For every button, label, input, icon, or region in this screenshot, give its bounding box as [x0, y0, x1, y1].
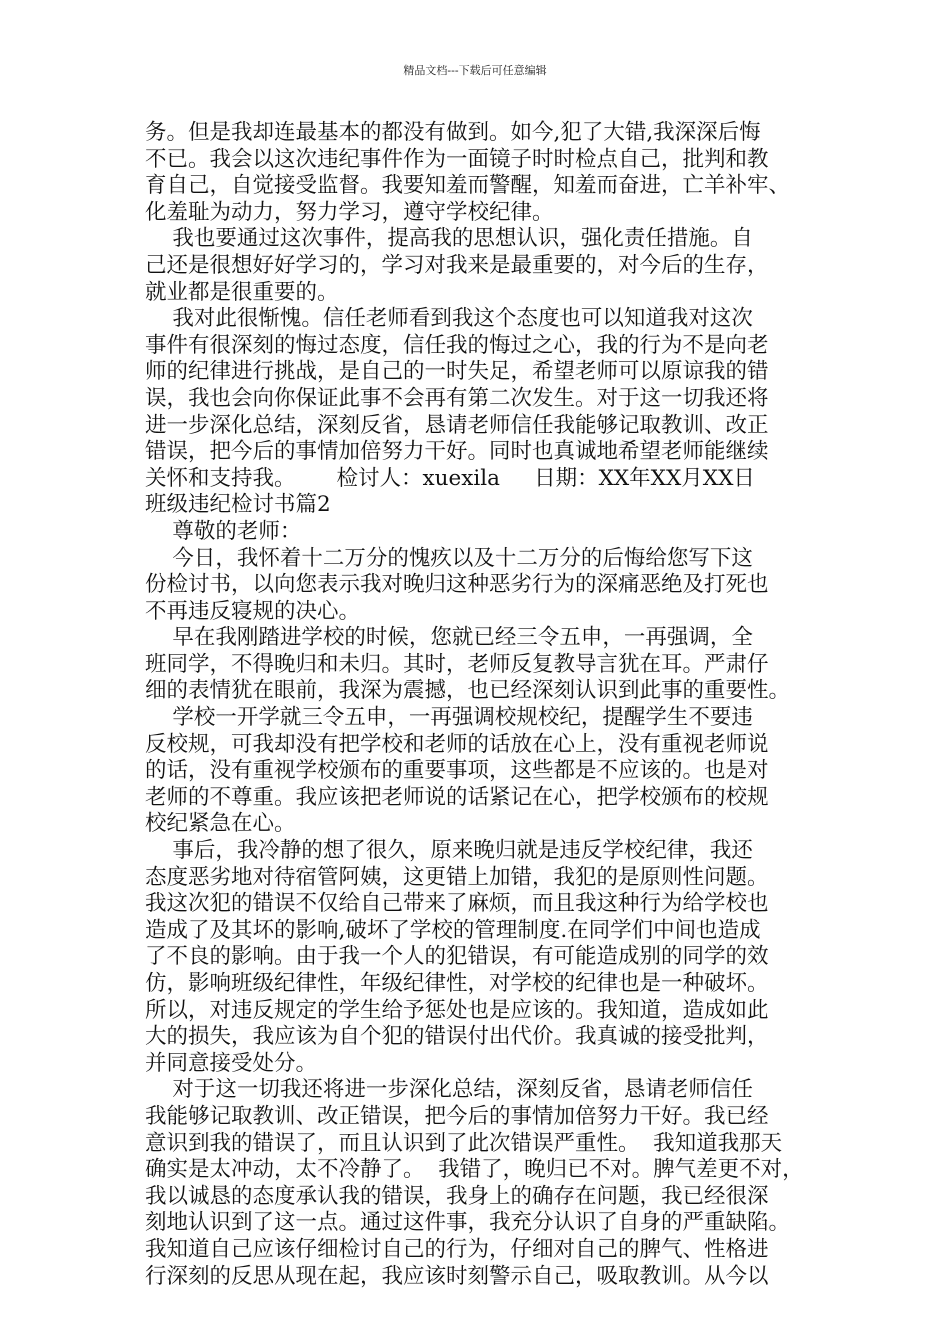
text-line: 学校一开学就三令五申，一再强调校规校纪，提醒学生不要违: [145, 705, 753, 731]
text-line: 校纪紧急在心。: [145, 811, 296, 837]
text-line: 不再违反寝规的决心。: [145, 598, 361, 624]
text-line: 我以诚恳的态度承认我的错误，我身上的确存在问题，我已经很深: [145, 1183, 769, 1209]
text-line: 造成了及其坏的影响,破坏了学校的管理制度.在同学们中间也造成: [145, 917, 761, 943]
text-line: 反校规，可我却没有把学校和老师的话放在心上，没有重视老师说: [145, 731, 769, 757]
text-line: 所以，对违反规定的学生给予惩处也是应该的。我知道，造成如此: [145, 997, 769, 1023]
text-line: 就业都是很重要的。: [145, 279, 339, 305]
text-line: 化羞耻为动力，努力学习，遵守学校纪律。: [145, 199, 554, 225]
section-title: 班级违纪检讨书篇2: [145, 492, 331, 518]
text-line: 行深刻的反思从现在起，我应该时刻警示自己，吸取教训。从今以: [145, 1263, 769, 1289]
text-line: 意识到我的错误了，而且认识到了此次错误严重性。 我知道我那天: [145, 1130, 783, 1156]
text-line: 己还是很想好好学习的，学习对我来是最重要的，对今后的生存，: [145, 252, 769, 278]
text-line: 我这次犯的错误不仅给自己带来了麻烦，而且我这种行为给学校也: [145, 891, 769, 917]
text-line: 进一步深化总结，深刻反省，恳请老师信任我能够记取教训、改正: [145, 412, 769, 438]
text-line: 务。但是我却连最基本的都没有做到。如今,犯了大错,我深深后悔: [145, 120, 761, 145]
text-line: 仿，影响班级纪律性，年级纪律性，对学校的纪律也是一种破坏。: [145, 971, 769, 996]
text-line: 刻地认识到了这一点。通过这件事，我充分认识了自身的严重缺陷。: [145, 1210, 791, 1236]
text-line: 育自己，自觉接受监督。我要知羞而警醒，知羞而奋进，亡羊补牢、: [145, 173, 791, 199]
text-line: 班同学，不得晚归和未归。其时，老师反复教导言犹在耳。严肃仔: [145, 651, 769, 677]
text-line: 今日，我怀着十二万分的愧疚以及十二万分的后悔给您写下这: [145, 545, 753, 571]
text-line: 份检讨书，以向您表示我对晚归这种恶劣行为的深痛恶绝及打死也: [145, 572, 769, 598]
text-line: 老师的不尊重。我应该把老师说的话紧记在心，把学校颁布的校规: [145, 784, 769, 810]
text-line: 我对此很惭愧。信任老师看到我这个态度也可以知道我对这次: [145, 306, 753, 332]
text-line: 并同意接受处分。: [145, 1050, 318, 1076]
page-header: 精品文档---下载后可任意编辑: [403, 64, 547, 77]
text-line: 事后，我冷静的想了很久，原来晚归就是违反学校纪律，我还: [145, 838, 753, 864]
text-line: 的话，没有重视学校颁布的重要事项，这些都是不应该的。也是对: [145, 758, 769, 784]
text-line: 细的表情犹在眼前，我深为震撼，也已经深刻认识到此事的重要性。: [145, 678, 791, 704]
signature-line: 关怀和支持我。 检讨人：xuexila 日期：XX年XX月XX日: [145, 465, 755, 491]
text-line: 态度恶劣地对待宿管阿姨，这更错上加错，我犯的是原则性问题。: [145, 864, 769, 890]
text-line: 早在我刚踏进学校的时候，您就已经三令五申，一再强调，全: [145, 625, 753, 651]
text-line: 事件有很深刻的悔过态度，信任我的悔过之心，我的行为不是向老: [145, 332, 769, 358]
text-line: 确实是太冲动，太不冷静了。 我错了，晚归已不对。脾气差更不对，: [145, 1157, 804, 1183]
text-line: 我也要通过这次事件，提高我的思想认识，强化责任措施。自: [145, 226, 753, 252]
salutation: 尊敬的老师：: [145, 518, 302, 544]
text-line: 错误，把今后的事情加倍努力干好。同时也真诚地希望老师能继续: [145, 439, 769, 465]
text-line: 不已。我会以这次违纪事件作为一面镜子时时检点自己，批判和教: [145, 146, 769, 172]
document-body: [145, 120, 817, 1290]
text-line: 我能够记取教训、改正错误，把今后的事情加倍努力干好。我已经: [145, 1103, 769, 1129]
text-line: 大的损失，我应该为自个犯的错误付出代价。我真诚的接受批判，: [145, 1024, 769, 1050]
text-line: 师的纪律进行挑战，是自己的一时失足，希望老师可以原谅我的错: [145, 359, 769, 385]
text-line: 对于这一切我还将进一步深化总结，深刻反省，恳请老师信任: [145, 1077, 753, 1103]
text-line: 误，我也会向你保证此事不会再有第二次发生。对于这一切我还将: [145, 385, 769, 411]
text-line: 了不良的影响。由于我一个人的犯错误，有可能造成别的同学的效: [145, 944, 769, 970]
text-line: 我知道自己应该仔细检讨自己的行为，仔细对自己的脾气、性格进: [145, 1236, 769, 1262]
